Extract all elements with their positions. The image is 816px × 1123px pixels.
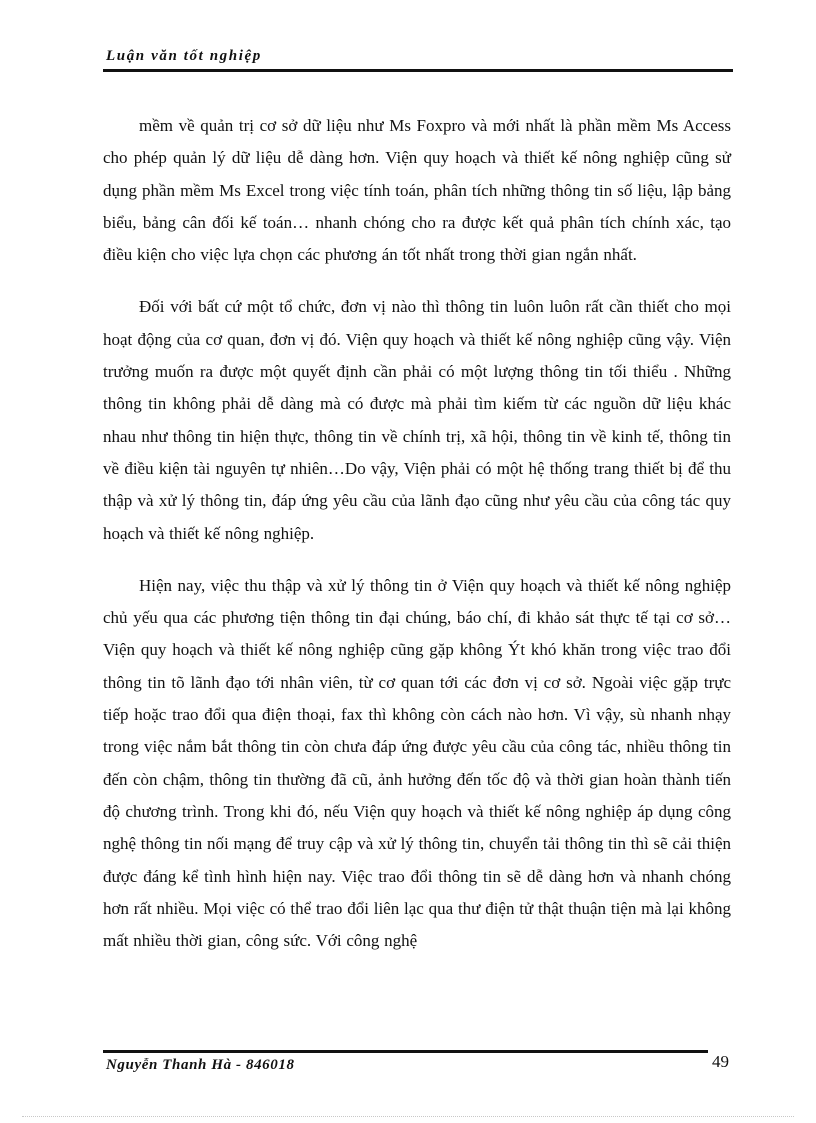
document-body xyxy=(103,110,731,977)
header-divider xyxy=(103,69,733,72)
paragraph-1: mềm về quản trị cơ sở dữ liệu như Ms Foxpro và mới nhất là phần mềm Ms Access cho phép quản lý dữ liệu dễ dàng hơn. Viện quy hoạch và thiết kế nông nghiệp cũng sử dụng phần mềm Ms Excel trong việc tính toán, phân tích những thông tin số liệu, lập bảng biểu, bảng cân đối kế toán… nhanh chóng cho ra được kết quả phân tích chính xác, tạo điều kiện cho việc lựa chọn các phương án tốt nhất trong thời gian ngắn nhất. xyxy=(103,116,731,265)
page-number: 49 xyxy=(712,1052,729,1071)
page-edge-divider xyxy=(22,1116,794,1117)
running-header-title: Luận văn tốt nghiệp xyxy=(106,48,262,64)
paragraph-2: Đối với bất cứ một tổ chức, đơn vị nào thì thông tin luôn luôn rất cần thiết cho mọi hoạt động của cơ quan, đơn vị đó. Viện quy hoạch và thiết kế nông nghiệp cũng vậy. Viện trưởng muốn ra được một quyết định cần phải có một lượng thông tin tối thiểu . Những thông tin không phải dễ dàng mà có được mà phải tìm kiếm từ các nguồn dữ liệu khác nhau như thông tin hiện thực, thông tin về chính trị, xã hội, thông tin về kinh tế, thông tin về điều kiện tài nguyên tự nhiên…Do vậy, Viện phải có một hệ thống trang thiết bị để thu thập và xử lý thông tin, đáp ứng yêu cầu của lãnh đạo cũng như yêu cầu của công tác quy hoạch và thiết kế nông nghiệp. xyxy=(103,297,731,543)
footer-divider xyxy=(103,1050,708,1053)
footer-author: Nguyễn Thanh Hà - 846018 xyxy=(106,1057,295,1073)
paragraph-3: Hiện nay, việc thu thập và xử lý thông tin ở Viện quy hoạch và thiết kế nông nghiệp chủ yếu qua các phương tiện thông tin đại chúng, báo chí, đi khảo sát thực tế tại cơ sở… Viện quy hoạch và thiết kế nông nghiệp cũng gặp không Ýt khó khăn trong việc trao đổi thông tin tõ lãnh đạo tới nhân viên, từ cơ quan tới các đơn vị cơ sở. Ngoài việc gặp trực tiếp hoặc trao đổi qua điện thoại, fax thì không còn cách nào hơn. Vì vậy, sù nhanh nhạy trong việc nắm bắt thông tin còn chưa đáp ứng được yêu cầu của công tác, nhiều thông tin đến còn chậm, thông tin thường đã cũ, ảnh hưởng đến tốc độ và thời gian hoàn thành tiến độ chương trình. Trong khi đó, nếu Viện quy hoạch và thiết kế nông nghiệp áp dụng công nghệ thông tin nối mạng để truy cập và xử lý thông tin, chuyển tải thông tin thì sẽ cải thiện được đáng kể tình hình hiện nay. Việc trao đổi thông tin sẽ dễ dàng hơn và nhanh chóng hơn rất nhiều. Mọi việc có thể trao đổi liên lạc qua thư điện tử thật thuận tiện mà lại không mất nhiều thời gian, công sức. Với công nghệ xyxy=(103,575,731,951)
